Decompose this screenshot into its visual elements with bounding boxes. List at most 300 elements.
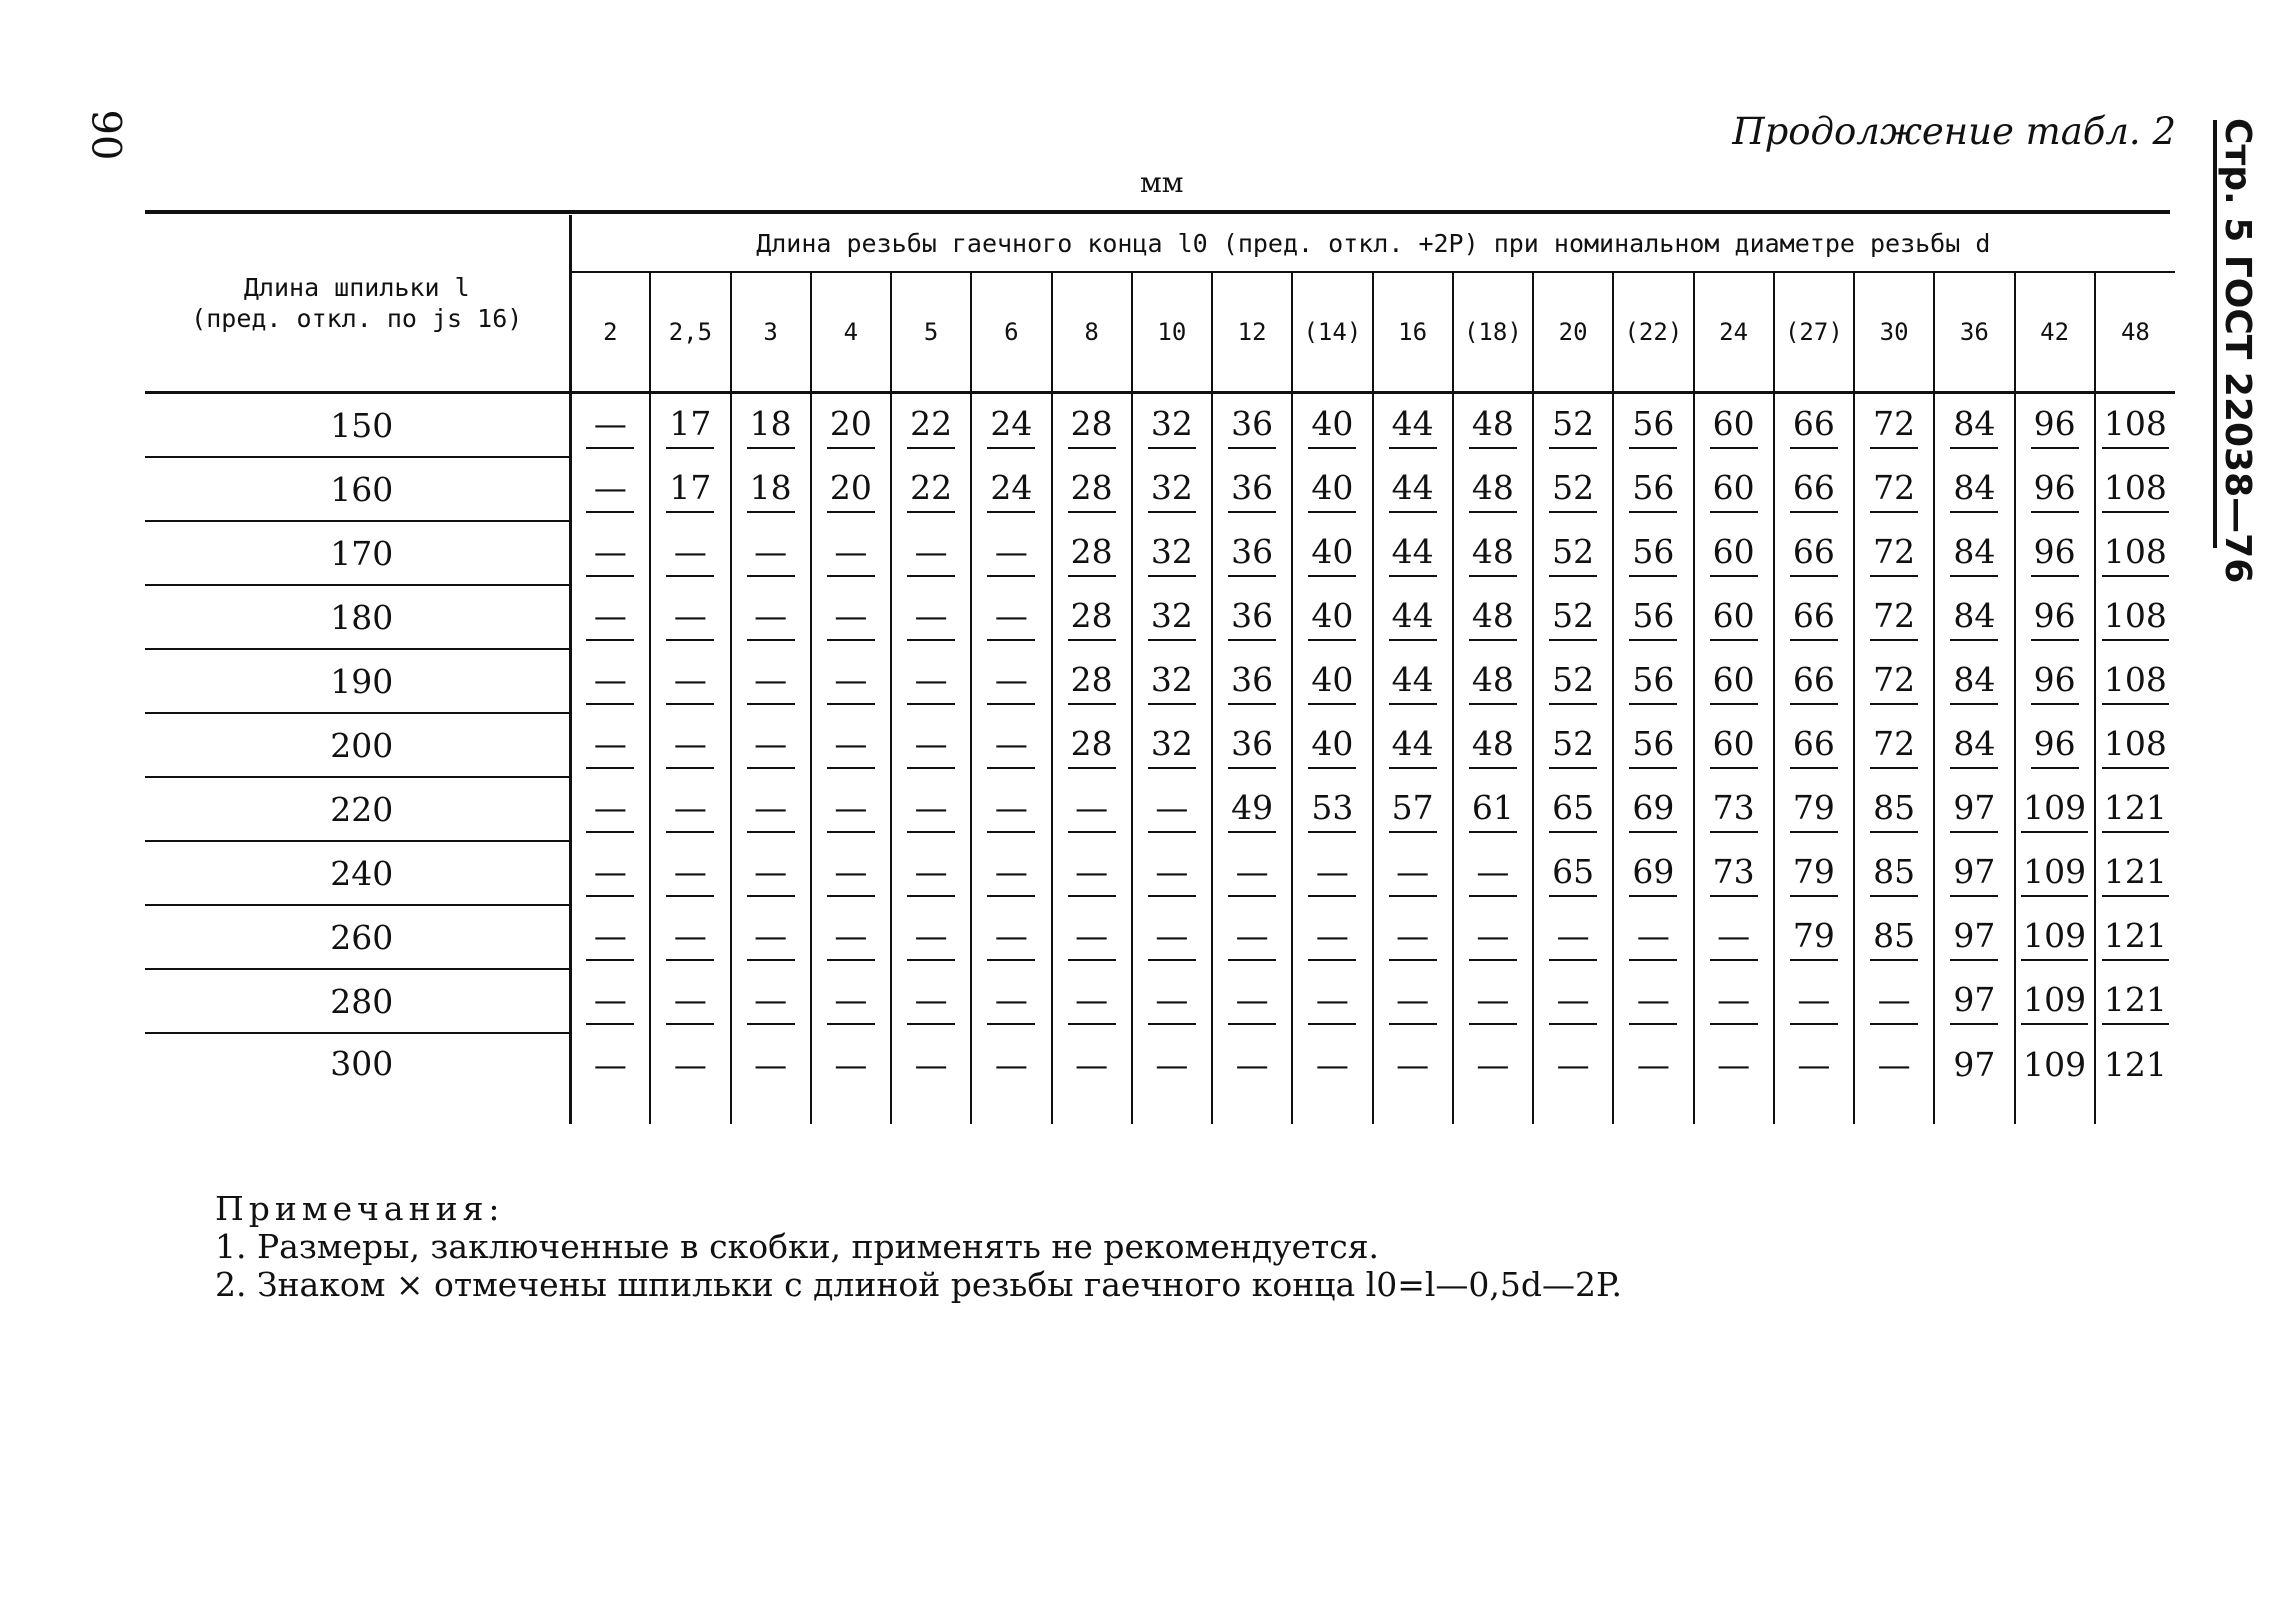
thread-length-value: —: [673, 1045, 707, 1084]
thread-length-cell: [1694, 905, 1774, 969]
thread-length-cell: [650, 393, 730, 458]
thread-length-cell: [1774, 713, 1854, 777]
thread-length-cell: [1533, 969, 1613, 1033]
thread-length-cell: [891, 521, 971, 585]
thread-length-value: —: [1629, 978, 1677, 1025]
thread-length-value: —: [1476, 1045, 1510, 1084]
thread-length-value: 36: [1228, 402, 1276, 449]
thread-length-value: 40: [1308, 658, 1356, 705]
thread-length-value: 28: [1068, 594, 1116, 641]
thread-length-cell: [811, 969, 891, 1033]
thread-length-value: 48: [1469, 466, 1517, 513]
thread-length-value: —: [1396, 1045, 1430, 1084]
thread-length-value: —: [666, 722, 714, 769]
thread-length-cell: [570, 969, 650, 1033]
thread-length-value: 97: [1950, 978, 1998, 1025]
thread-length-cell: [1694, 393, 1774, 458]
thread-length-cell: [2095, 969, 2175, 1033]
thread-length-title: Длина резьбы гаечного конца l0 (пред. откл. +2P) при номинальном диаметре резьбы d: [570, 215, 2175, 272]
thread-length-value: 60: [1710, 466, 1758, 513]
thread-length-cell: [1373, 713, 1453, 777]
thread-length-cell: [2015, 585, 2095, 649]
stud-length-cell: 220: [145, 777, 570, 841]
thread-length-cell: [891, 393, 971, 458]
thread-length-cell: [1453, 393, 1533, 458]
thread-length-cell: [2095, 585, 2175, 649]
thread-length-cell: [1613, 1033, 1693, 1124]
thread-length-cell: [1533, 393, 1613, 458]
thread-length-cell: [1373, 649, 1453, 713]
thread-length-cell: [1694, 521, 1774, 585]
thread-length-value: 66: [1790, 658, 1838, 705]
thread-length-value: 61: [1469, 786, 1517, 833]
thread-length-value: 66: [1790, 530, 1838, 577]
thread-length-cell: [971, 777, 1051, 841]
thread-length-cell: [971, 521, 1051, 585]
page-number: 90: [82, 109, 129, 161]
thread-length-cell: [1212, 713, 1292, 777]
thread-length-cell: [2015, 521, 2095, 585]
note-item-1: 1. Размеры, заключенные в скобки, применять не рекомендуется.: [215, 1227, 1380, 1266]
thread-length-cell: [1373, 777, 1453, 841]
thread-length-value: —: [1068, 978, 1116, 1025]
thread-length-value: 109: [2021, 978, 2088, 1025]
thread-length-cell: [1774, 969, 1854, 1033]
thread-length-cell: [811, 713, 891, 777]
thread-length-value: 28: [1068, 402, 1116, 449]
thread-length-value: —: [666, 658, 714, 705]
thread-length-value: —: [1228, 850, 1276, 897]
thread-length-value: —: [907, 530, 955, 577]
thread-length-cell: [1613, 969, 1693, 1033]
thread-length-value: 56: [1629, 722, 1677, 769]
thread-length-cell: [1533, 841, 1613, 905]
thread-length-cell: [650, 969, 730, 1033]
thread-length-value: —: [586, 722, 634, 769]
diameter-header: 5: [891, 272, 971, 393]
thread-length-value: —: [907, 786, 955, 833]
thread-length-cell: [1694, 649, 1774, 713]
thread-length-value: —: [666, 786, 714, 833]
thread-length-value: —: [1870, 978, 1918, 1025]
thread-length-value: 121: [2102, 978, 2169, 1025]
thread-length-value: —: [1469, 978, 1517, 1025]
thread-length-value: 60: [1710, 530, 1758, 577]
thread-length-value: —: [586, 914, 634, 961]
thread-length-cell: [971, 969, 1051, 1033]
stud-length-cell: 280: [145, 969, 570, 1033]
thread-length-cell: [1052, 393, 1132, 458]
thread-length-value: —: [994, 1045, 1028, 1084]
table-row: [145, 521, 2175, 585]
thread-length-cell: [1373, 457, 1453, 521]
thread-length-value: —: [586, 402, 634, 449]
thread-length-cell: [650, 1033, 730, 1124]
thread-length-value: —: [907, 850, 955, 897]
thread-length-cell: [2015, 969, 2095, 1033]
thread-length-cell: [1453, 521, 1533, 585]
thread-length-value: —: [827, 594, 875, 641]
thread-length-cell: [731, 905, 811, 969]
thread-length-value: 56: [1629, 402, 1677, 449]
thread-length-value: —: [1148, 978, 1196, 1025]
thread-length-cell: [1212, 905, 1292, 969]
thread-length-cell: [1212, 969, 1292, 1033]
thread-length-value: 40: [1308, 722, 1356, 769]
thread-length-cell: [1613, 841, 1693, 905]
thread-length-cell: [1052, 585, 1132, 649]
thread-length-cell: [1934, 521, 2014, 585]
thread-length-cell: [1854, 777, 1934, 841]
table-row: [145, 905, 2175, 969]
thread-length-cell: [1934, 969, 2014, 1033]
thread-length-value: 17: [666, 466, 714, 513]
thread-length-cell: [891, 457, 971, 521]
thread-length-cell: [1292, 457, 1372, 521]
thread-length-value: —: [1469, 850, 1517, 897]
thread-length-cell: [731, 1033, 811, 1124]
thread-length-value: 96: [2031, 530, 2079, 577]
thread-length-value: —: [987, 850, 1035, 897]
thread-length-cell: [971, 1033, 1051, 1124]
thread-length-cell: [1854, 905, 1934, 969]
thread-length-cell: [1212, 841, 1292, 905]
thread-length-cell: [1934, 393, 2014, 458]
top-rule: [145, 210, 2170, 214]
thread-length-value: —: [907, 914, 955, 961]
thread-length-cell: [1934, 905, 2014, 969]
thread-length-cell: [1533, 649, 1613, 713]
thread-length-cell: [1292, 713, 1372, 777]
table-row: [145, 457, 2175, 521]
thread-length-value: —: [586, 978, 634, 1025]
thread-length-value: 56: [1629, 466, 1677, 513]
thread-length-value: 108: [2102, 402, 2169, 449]
notes-heading: Примечания:: [215, 1189, 505, 1228]
thread-length-cell: [2015, 393, 2095, 458]
thread-length-cell: [971, 905, 1051, 969]
notes: [215, 1190, 1622, 1304]
thread-length-value: 18: [747, 402, 795, 449]
thread-length-value: —: [987, 530, 1035, 577]
thread-length-cell: [1212, 585, 1292, 649]
thread-length-cell: [1052, 777, 1132, 841]
diameter-header: 12: [1212, 272, 1292, 393]
thread-length-cell: [1212, 521, 1292, 585]
thread-length-cell: [1052, 905, 1132, 969]
thread-length-value: —: [747, 850, 795, 897]
thread-length-value: 40: [1308, 466, 1356, 513]
thread-length-value: 72: [1870, 402, 1918, 449]
thread-length-value: —: [586, 850, 634, 897]
thread-length-cell: [2015, 713, 2095, 777]
stud-length-cell: 300: [145, 1033, 570, 1124]
thread-length-value: 60: [1710, 658, 1758, 705]
thread-length-cell: [1934, 649, 2014, 713]
thread-length-cell: [1613, 393, 1693, 458]
thread-length-cell: [2095, 1033, 2175, 1124]
thread-length-cell: [971, 457, 1051, 521]
thread-length-value: —: [1549, 914, 1597, 961]
thread-length-value: —: [827, 722, 875, 769]
thread-length-cell: [1533, 585, 1613, 649]
thread-length-cell: [1132, 585, 1212, 649]
thread-length-value: 73: [1710, 786, 1758, 833]
thread-length-cell: [971, 585, 1051, 649]
thread-length-cell: [570, 841, 650, 905]
thread-length-value: 66: [1790, 722, 1838, 769]
thread-length-value: —: [1308, 850, 1356, 897]
thread-length-value: —: [1155, 1045, 1189, 1084]
thread-length-value: —: [747, 722, 795, 769]
thread-length-cell: [1052, 521, 1132, 585]
thread-length-cell: [971, 713, 1051, 777]
stud-length-cell: 240: [145, 841, 570, 905]
thread-length-cell: [2095, 841, 2175, 905]
thread-length-value: 32: [1148, 402, 1196, 449]
thread-length-cell: [891, 649, 971, 713]
thread-length-value: 28: [1068, 722, 1116, 769]
thread-length-value: —: [827, 914, 875, 961]
thread-length-value: 22: [907, 402, 955, 449]
thread-length-cell: [1533, 905, 1613, 969]
thread-length-cell: [1694, 1033, 1774, 1124]
thread-length-value: 28: [1068, 658, 1116, 705]
thread-length-value: 108: [2102, 722, 2169, 769]
thread-length-cell: [2095, 713, 2175, 777]
thread-length-value: —: [827, 850, 875, 897]
thread-length-value: 69: [1629, 850, 1677, 897]
thread-length-cell: [2095, 777, 2175, 841]
diameter-header: (14): [1292, 272, 1372, 393]
thread-length-cell: [811, 393, 891, 458]
thread-length-value: —: [1148, 850, 1196, 897]
thread-length-value: 66: [1790, 402, 1838, 449]
thread-length-value: 85: [1870, 850, 1918, 897]
thread-length-cell: [1533, 1033, 1613, 1124]
thread-length-cell: [1453, 713, 1533, 777]
thread-length-value: 60: [1710, 594, 1758, 641]
table-row: [145, 841, 2175, 905]
thread-length-cell: [1453, 969, 1533, 1033]
thread-length-cell: [731, 393, 811, 458]
thread-length-value: 36: [1228, 530, 1276, 577]
thread-length-value: 109: [2021, 914, 2088, 961]
thread-length-value: 40: [1308, 530, 1356, 577]
diameter-header: 24: [1694, 272, 1774, 393]
thread-length-value: 48: [1469, 530, 1517, 577]
thread-length-value: 49: [1228, 786, 1276, 833]
thread-length-value: 52: [1549, 466, 1597, 513]
thread-length-cell: [811, 649, 891, 713]
thread-length-value: —: [747, 530, 795, 577]
thread-length-cell: [1212, 649, 1292, 713]
thread-length-cell: [731, 585, 811, 649]
thread-length-cell: [650, 905, 730, 969]
thread-length-cell: [731, 713, 811, 777]
thread-length-cell: [971, 649, 1051, 713]
thread-length-value: —: [1075, 1045, 1109, 1084]
side-header: Стр. 5 ГОСТ 22038—76: [2217, 118, 2258, 584]
thread-length-cell: [1613, 521, 1693, 585]
thread-length-value: —: [987, 594, 1035, 641]
thread-length-cell: [1533, 457, 1613, 521]
diameter-header: 6: [971, 272, 1051, 393]
thread-length-cell: [971, 393, 1051, 458]
thread-length-value: —: [907, 978, 955, 1025]
thread-length-value: —: [907, 722, 955, 769]
stud-length-cell: 150: [145, 393, 570, 458]
thread-length-value: —: [1389, 850, 1437, 897]
thread-length-value: —: [1790, 978, 1838, 1025]
diameter-header: 3: [731, 272, 811, 393]
thread-length-cell: [1052, 841, 1132, 905]
thread-length-cell: [1292, 585, 1372, 649]
thread-length-cell: [1613, 457, 1693, 521]
thread-length-value: 24: [987, 466, 1035, 513]
thread-length-cell: [570, 457, 650, 521]
thread-length-value: —: [987, 786, 1035, 833]
table-row: [145, 777, 2175, 841]
thread-length-cell: [1292, 969, 1372, 1033]
thread-length-cell: [1373, 521, 1453, 585]
diameter-header: (18): [1453, 272, 1533, 393]
thread-length-value: —: [1068, 786, 1116, 833]
thread-length-cell: [1212, 457, 1292, 521]
thread-length-value: 44: [1389, 466, 1437, 513]
thread-length-cell: [891, 1033, 971, 1124]
thread-length-cell: [891, 905, 971, 969]
thread-length-cell: [891, 777, 971, 841]
table-row: [145, 1033, 2175, 1124]
thread-length-value: —: [987, 978, 1035, 1025]
thread-length-cell: [1373, 585, 1453, 649]
thread-length-cell: [1854, 393, 1934, 458]
stud-length-cell: 170: [145, 521, 570, 585]
thread-length-cell: [1052, 1033, 1132, 1124]
thread-length-value: —: [666, 914, 714, 961]
stud-length-cell: 160: [145, 457, 570, 521]
thread-length-cell: [1854, 969, 1934, 1033]
thread-length-value: 72: [1870, 466, 1918, 513]
thread-length-value: 108: [2102, 466, 2169, 513]
thread-length-cell: [1774, 393, 1854, 458]
thread-length-cell: [1934, 585, 2014, 649]
thread-length-value: —: [666, 530, 714, 577]
thread-length-cell: [1373, 841, 1453, 905]
diameter-header: (27): [1774, 272, 1854, 393]
thread-length-value: 121: [2102, 850, 2169, 897]
thread-length-value: —: [827, 786, 875, 833]
thread-length-cell: [811, 1033, 891, 1124]
thread-length-value: 108: [2102, 658, 2169, 705]
thread-length-cell: [570, 649, 650, 713]
continuation-label: Продолжение табл. 2: [1732, 110, 2176, 153]
thread-length-cell: [1774, 585, 1854, 649]
thread-length-cell: [1132, 905, 1212, 969]
thread-length-cell: [1453, 841, 1533, 905]
thread-length-value: 20: [827, 466, 875, 513]
thread-length-value: —: [1315, 1045, 1349, 1084]
thread-length-cell: [2095, 649, 2175, 713]
thread-length-value: 52: [1549, 658, 1597, 705]
thread-length-value: 121: [2102, 786, 2169, 833]
diameter-header: 8: [1052, 272, 1132, 393]
thread-length-value: 52: [1549, 530, 1597, 577]
thread-length-cell: [1052, 649, 1132, 713]
thread-length-value: 20: [827, 402, 875, 449]
table-row: [145, 649, 2175, 713]
thread-length-cell: [1694, 841, 1774, 905]
thread-length-value: 44: [1389, 722, 1437, 769]
thread-length-value: —: [1068, 850, 1116, 897]
thread-length-cell: [731, 969, 811, 1033]
thread-length-value: 53: [1308, 786, 1356, 833]
thread-length-cell: [1774, 457, 1854, 521]
thread-length-cell: [1292, 1033, 1372, 1124]
thread-length-value: —: [593, 1045, 627, 1084]
thread-length-cell: [1292, 393, 1372, 458]
thread-length-value: —: [827, 530, 875, 577]
thread-length-cell: [971, 841, 1051, 905]
thread-length-value: 60: [1710, 402, 1758, 449]
thread-length-cell: [1052, 457, 1132, 521]
thread-length-cell: [1774, 841, 1854, 905]
thread-length-cell: [2095, 521, 2175, 585]
thread-length-value: —: [747, 786, 795, 833]
thread-length-value: 97: [1953, 1045, 1996, 1084]
thread-length-value: —: [1148, 914, 1196, 961]
diameter-header: (22): [1613, 272, 1693, 393]
thread-length-value: —: [747, 914, 795, 961]
thread-length-value: —: [1308, 978, 1356, 1025]
thread-length-value: 32: [1148, 722, 1196, 769]
thread-length-value: —: [586, 594, 634, 641]
thread-length-value: 108: [2102, 594, 2169, 641]
thread-length-cell: [1373, 905, 1453, 969]
thread-length-value: 79: [1790, 850, 1838, 897]
thread-length-value: 56: [1629, 658, 1677, 705]
thread-length-value: 28: [1068, 530, 1116, 577]
thread-length-cell: [1854, 841, 1934, 905]
thread-length-cell: [1694, 585, 1774, 649]
thread-length-value: 44: [1389, 594, 1437, 641]
thread-length-value: 97: [1950, 914, 1998, 961]
thread-length-value: 84: [1950, 530, 1998, 577]
thread-length-cell: [811, 777, 891, 841]
thread-length-cell: [2015, 841, 2095, 905]
thread-length-value: 36: [1228, 658, 1276, 705]
thread-length-value: 52: [1549, 402, 1597, 449]
thread-length-cell: [1052, 713, 1132, 777]
thread-length-cell: [811, 457, 891, 521]
thread-length-cell: [1854, 585, 1934, 649]
thread-length-cell: [570, 521, 650, 585]
thread-length-value: 84: [1950, 722, 1998, 769]
thread-length-value: —: [586, 466, 634, 513]
thread-length-value: —: [586, 658, 634, 705]
diameter-header: 16: [1373, 272, 1453, 393]
thread-length-value: 96: [2031, 402, 2079, 449]
thread-length-value: 48: [1469, 658, 1517, 705]
thread-length-value: 32: [1148, 594, 1196, 641]
thread-length-cell: [1373, 1033, 1453, 1124]
thread-length-cell: [1613, 649, 1693, 713]
thread-length-cell: [1694, 713, 1774, 777]
stud-length-cell: 200: [145, 713, 570, 777]
thread-length-value: 44: [1389, 658, 1437, 705]
thread-length-value: —: [666, 594, 714, 641]
